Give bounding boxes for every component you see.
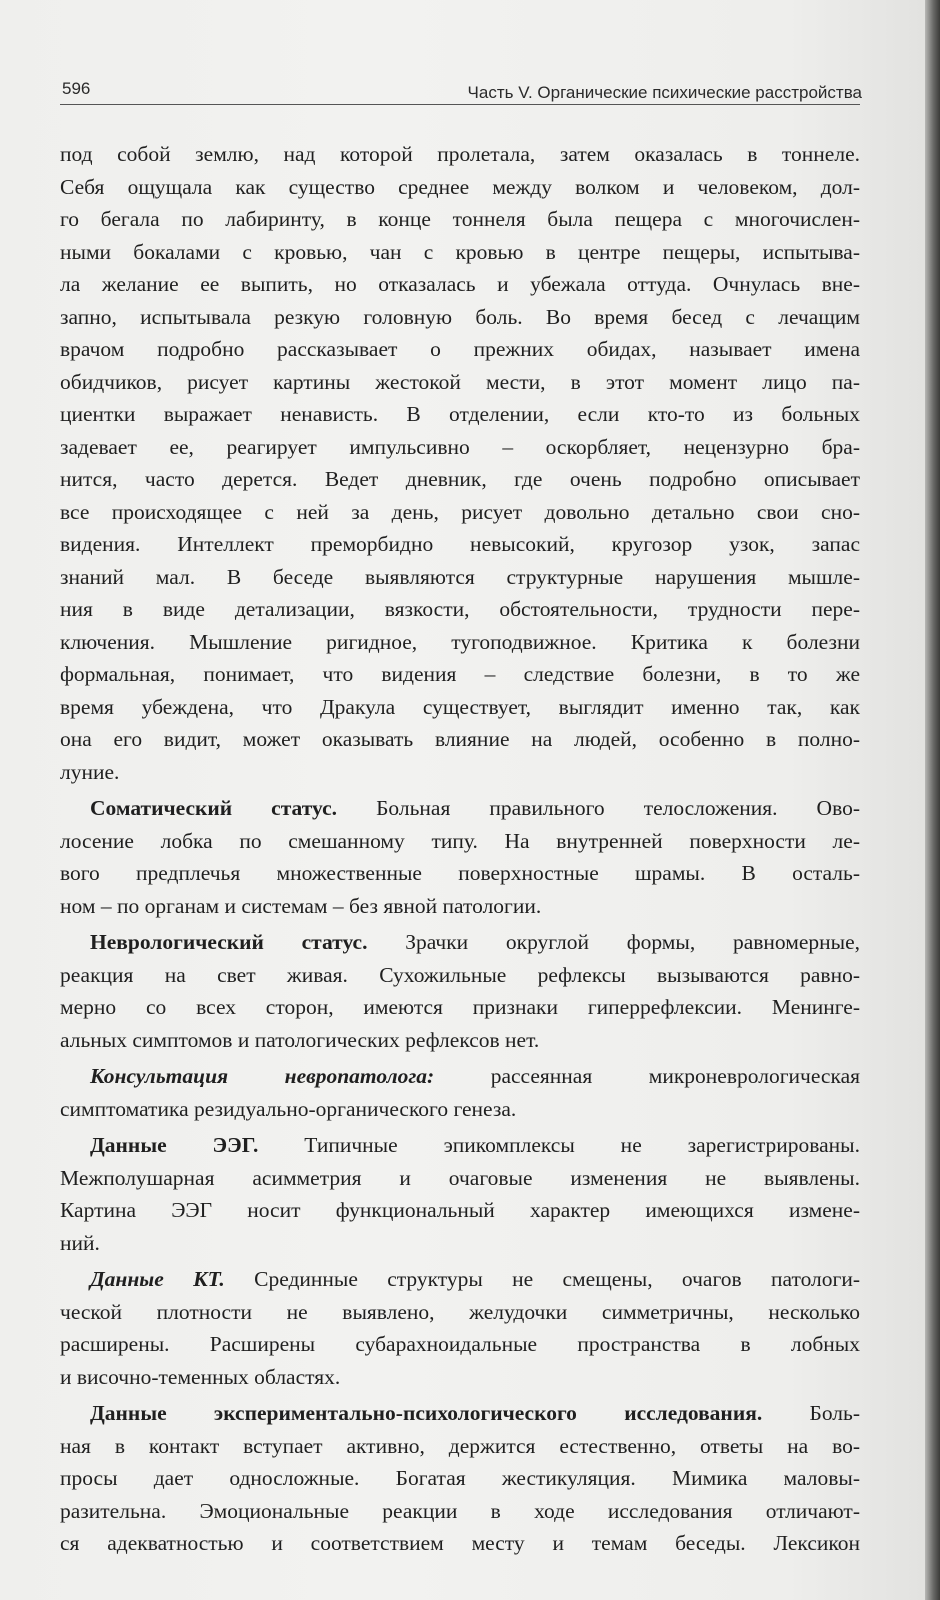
text-line [60, 792, 860, 825]
text-line: обидчиков, рисует картины жестокой мести, в этот момент лицо па- [60, 369, 860, 394]
text-line: просы дает односложные. Богатая жестикуляция. Мимика маловы- [60, 1466, 860, 1490]
body-text [60, 138, 860, 1560]
text-run: Больная правильного телосложения. Ово- [376, 796, 860, 820]
section-heading: Неврологический статус. [90, 930, 368, 954]
text-line: циентки выражает ненависть. В отделении, если кто-то из больных [60, 402, 860, 426]
paragraph-neurologist-consultation [60, 1060, 860, 1125]
text-line: Межполушарная асимметрия и очаговые изменения не выявлены. [60, 1165, 860, 1190]
text-line: лосение лобка по смешанному типу. На внутренней поверхности ле- [60, 828, 860, 853]
section-heading: Данные экспериментально-психологического исследования. [90, 1401, 763, 1425]
text-run: Срединные структуры не смещены, очагов патологи- [254, 1267, 860, 1291]
section-heading: Данные КТ. [90, 1267, 225, 1291]
text-line: вого предплечья множественные поверхностные шрамы. В осталь- [60, 861, 860, 885]
text-line [60, 1129, 860, 1162]
text-line: ная в контакт вступает активно, держится естественно, ответы на во- [60, 1433, 860, 1458]
text-line: ными бокалами с кровью, чан с кровью в центре пещеры, испытыва- [60, 239, 860, 264]
text-line: ческой плотности не выявлено, желудочки симметричны, несколько [60, 1299, 860, 1324]
paragraph-eeg-data [60, 1129, 860, 1259]
text-line: разительна. Эмоциональные реакции в ходе исследования отличают- [60, 1498, 860, 1523]
text-line: Себя ощущала как существо среднее между волком и человеком, дол- [60, 174, 860, 199]
text-line: задевает ее, реагирует импульсивно – оскорбляет, нецензурно бра- [60, 434, 860, 459]
text-line: запно, испытывала резкую головную боль. Во время бесед с лечащим [60, 304, 860, 329]
text-line: время убеждена, что Дракула существует, выглядит именно так, как [60, 694, 860, 719]
text-line: формальная, понимает, что видения – следствие болезни, в то же [60, 662, 860, 686]
text-line: знаний мал. В беседе выявляются структурные нарушения мышле- [60, 564, 860, 589]
text-line: и височно-теменных областях. [60, 1364, 341, 1389]
section-heading: Соматический статус. [90, 796, 338, 820]
text-line: врачом подробно рассказывает о прежних обидах, называет имена [60, 337, 860, 361]
running-head: Часть V. Органические психические расстройства [467, 83, 862, 102]
text-run: Типичные эпикомплексы не зарегистрированы. [304, 1133, 860, 1157]
paragraph-neurological-status [60, 926, 860, 1056]
text-line: видения. Интеллект преморбидно невысокий, кругозор узок, запас [60, 532, 860, 556]
text-line: Картина ЭЭГ носит функциональный характер имеющихся измене- [60, 1198, 860, 1222]
paragraph-case-description [60, 138, 860, 788]
section-heading: Консультация невропатолога: [90, 1064, 435, 1088]
book-spine-shadow [925, 0, 940, 1600]
text-line: реакция на свет живая. Сухожильные рефлексы вызываются равно- [60, 962, 860, 987]
paragraph-psychological-study [60, 1397, 860, 1560]
text-line [60, 926, 860, 959]
header-rule [60, 104, 860, 105]
text-line [60, 1397, 860, 1430]
text-line: ний. [60, 1230, 100, 1255]
text-run: Боль- [809, 1401, 860, 1425]
text-line: луние. [60, 759, 120, 784]
text-line: расширены. Расширены субарахноидальные пространства в лобных [60, 1332, 860, 1356]
text-line: мерно со всех сторон, имеются признаки гиперрефлексии. Менинге- [60, 995, 860, 1019]
page-header [60, 77, 862, 105]
text-line: го бегала по лабиринту, в конце тоннеля была пещера с многочислен- [60, 207, 860, 231]
text-line: она его видит, может оказывать влияние на людей, особенно в полно- [60, 727, 860, 751]
text-run: рассеянная микроневрологическая [490, 1064, 860, 1088]
text-line: ния в виде детализации, вязкости, обстоятельности, трудности пере- [60, 597, 860, 621]
text-run: Зрачки округлой формы, равномерные, [405, 930, 861, 954]
paragraph-ct-data [60, 1263, 860, 1393]
text-line: ключения. Мышление ригидное, тугоподвижное. Критика к болезни [60, 629, 860, 654]
text-line [60, 1060, 860, 1093]
text-line: под собой землю, над которой пролетала, затем оказалась в тоннеле. [60, 142, 860, 166]
section-heading: Данные ЭЭГ. [90, 1133, 259, 1157]
text-line: нится, часто дерется. Ведет дневник, где очень подробно описывает [60, 467, 860, 491]
text-line: ла желание ее выпить, но отказалась и убежала оттуда. Очнулась вне- [60, 272, 860, 296]
text-line: ся адекватностью и соответствием месту и темам беседы. Лексикон [60, 1531, 860, 1555]
paragraph-somatic-status [60, 792, 860, 922]
text-line [60, 1263, 860, 1296]
text-line: альных симптомов и патологических рефлексов нет. [60, 1027, 540, 1052]
page-number: 596 [62, 79, 91, 98]
text-line: симптоматика резидуально-органического генеза. [60, 1096, 517, 1121]
text-line: ном – по органам и системам – без явной патологии. [60, 893, 542, 918]
text-line: все происходящее с ней за день, рисует довольно детально свои сно- [60, 499, 860, 524]
